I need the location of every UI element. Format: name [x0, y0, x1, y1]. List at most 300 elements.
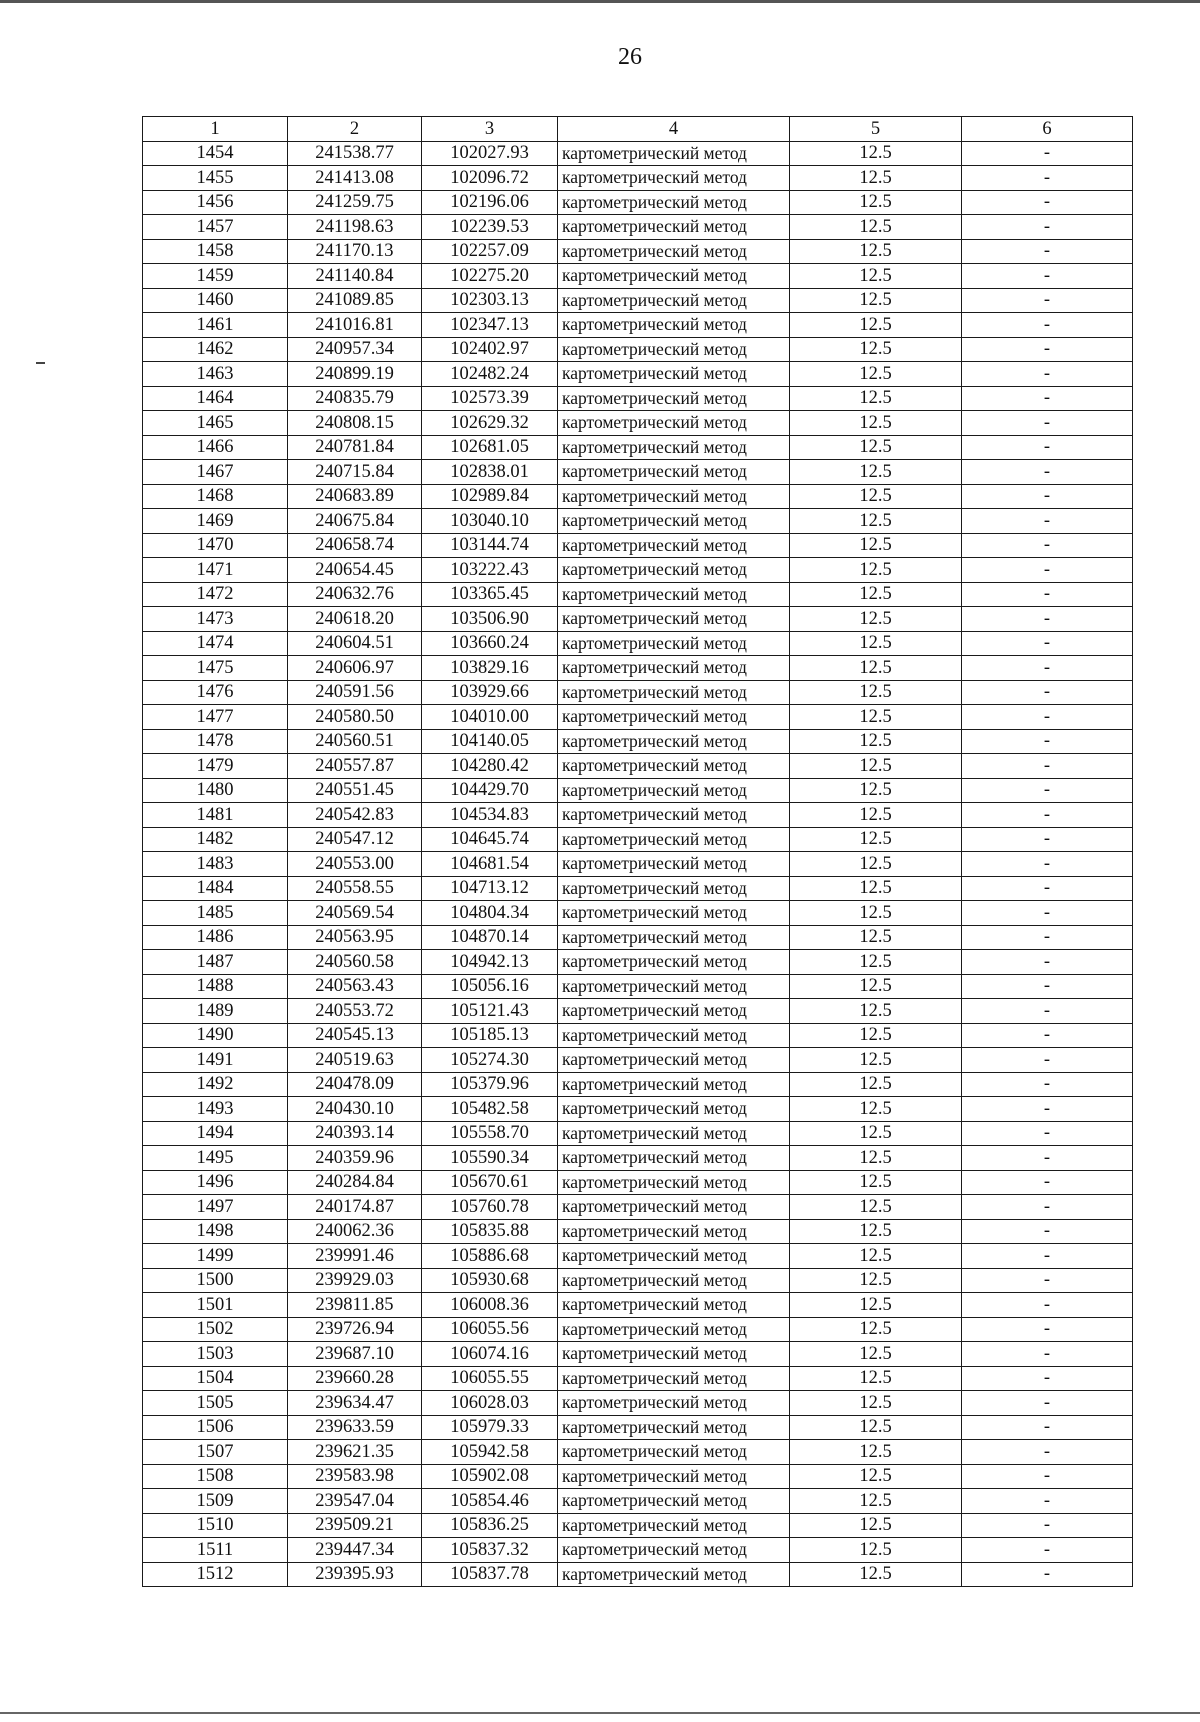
description-cell: -	[962, 754, 1133, 779]
x-coordinate-cell: 241140.84	[288, 264, 422, 289]
point-number-cell: 1512	[143, 1562, 288, 1587]
y-coordinate-cell: 103144.74	[422, 533, 558, 558]
method-cell: картометрический метод	[558, 999, 790, 1024]
table-row	[143, 778, 1133, 803]
y-coordinate-cell: 105886.68	[422, 1244, 558, 1269]
x-coordinate-cell: 241170.13	[288, 239, 422, 264]
point-number-cell: 1478	[143, 729, 288, 754]
point-number-cell: 1506	[143, 1415, 288, 1440]
table-row	[143, 901, 1133, 926]
description-cell: -	[962, 1072, 1133, 1097]
point-number-cell: 1472	[143, 582, 288, 607]
point-number-cell: 1510	[143, 1513, 288, 1538]
description-cell: -	[962, 1023, 1133, 1048]
point-number-cell: 1494	[143, 1121, 288, 1146]
accuracy-cell: 12.5	[790, 1097, 962, 1122]
point-number-cell: 1480	[143, 778, 288, 803]
y-coordinate-cell: 105854.46	[422, 1489, 558, 1514]
method-cell: картометрический метод	[558, 901, 790, 926]
y-coordinate-cell: 105942.58	[422, 1440, 558, 1465]
method-cell: картометрический метод	[558, 386, 790, 411]
table-row	[143, 1415, 1133, 1440]
point-number-cell: 1503	[143, 1342, 288, 1367]
x-coordinate-cell: 241259.75	[288, 190, 422, 215]
y-coordinate-cell: 105482.58	[422, 1097, 558, 1122]
method-cell: картометрический метод	[558, 803, 790, 828]
x-coordinate-cell: 240591.56	[288, 680, 422, 705]
table-row	[143, 631, 1133, 656]
point-number-cell: 1465	[143, 411, 288, 436]
x-coordinate-cell: 240545.13	[288, 1023, 422, 1048]
accuracy-cell: 12.5	[790, 876, 962, 901]
point-number-cell: 1474	[143, 631, 288, 656]
x-coordinate-cell: 240569.54	[288, 901, 422, 926]
y-coordinate-cell: 106055.55	[422, 1366, 558, 1391]
point-number-cell: 1491	[143, 1048, 288, 1073]
table-row	[143, 582, 1133, 607]
description-cell: -	[962, 435, 1133, 460]
table-row	[143, 141, 1133, 166]
description-cell: -	[962, 1513, 1133, 1538]
y-coordinate-cell: 104280.42	[422, 754, 558, 779]
y-coordinate-cell: 105121.43	[422, 999, 558, 1024]
x-coordinate-cell: 240580.50	[288, 705, 422, 730]
method-cell: картометрический метод	[558, 1244, 790, 1269]
y-coordinate-cell: 105185.13	[422, 1023, 558, 1048]
description-cell: -	[962, 1562, 1133, 1587]
method-cell: картометрический метод	[558, 1121, 790, 1146]
point-number-cell: 1498	[143, 1219, 288, 1244]
point-number-cell: 1461	[143, 313, 288, 338]
method-cell: картометрический метод	[558, 362, 790, 387]
x-coordinate-cell: 241538.77	[288, 141, 422, 166]
description-cell: -	[962, 1097, 1133, 1122]
page-number: 26	[618, 44, 642, 70]
margin-mark	[36, 362, 45, 364]
accuracy-cell: 12.5	[790, 533, 962, 558]
method-cell: картометрический метод	[558, 166, 790, 191]
x-coordinate-cell: 240560.51	[288, 729, 422, 754]
table-row	[143, 1440, 1133, 1465]
table-row	[143, 1562, 1133, 1587]
method-cell: картометрический метод	[558, 827, 790, 852]
y-coordinate-cell: 104804.34	[422, 901, 558, 926]
description-cell: -	[962, 729, 1133, 754]
description-cell: -	[962, 925, 1133, 950]
table-row	[143, 215, 1133, 240]
description-cell: -	[962, 1489, 1133, 1514]
table-row	[143, 852, 1133, 877]
point-number-cell: 1459	[143, 264, 288, 289]
y-coordinate-cell: 105760.78	[422, 1195, 558, 1220]
x-coordinate-cell: 240604.51	[288, 631, 422, 656]
point-number-cell: 1493	[143, 1097, 288, 1122]
x-coordinate-cell: 240519.63	[288, 1048, 422, 1073]
description-cell: -	[962, 974, 1133, 999]
accuracy-cell: 12.5	[790, 1072, 962, 1097]
description-cell: -	[962, 386, 1133, 411]
table-row	[143, 166, 1133, 191]
table-row	[143, 1513, 1133, 1538]
method-cell: картометрический метод	[558, 631, 790, 656]
point-number-cell: 1499	[143, 1244, 288, 1269]
description-cell: -	[962, 337, 1133, 362]
point-number-cell: 1458	[143, 239, 288, 264]
method-cell: картометрический метод	[558, 460, 790, 485]
description-cell: -	[962, 239, 1133, 264]
table-row	[143, 239, 1133, 264]
x-coordinate-cell: 240658.74	[288, 533, 422, 558]
accuracy-cell: 12.5	[790, 1562, 962, 1587]
point-number-cell: 1500	[143, 1268, 288, 1293]
accuracy-cell: 12.5	[790, 239, 962, 264]
point-number-cell: 1501	[143, 1293, 288, 1318]
method-cell: картометрический метод	[558, 974, 790, 999]
x-coordinate-cell: 240478.09	[288, 1072, 422, 1097]
table-row	[143, 435, 1133, 460]
y-coordinate-cell: 103365.45	[422, 582, 558, 607]
point-number-cell: 1489	[143, 999, 288, 1024]
accuracy-cell: 12.5	[790, 190, 962, 215]
accuracy-cell: 12.5	[790, 1440, 962, 1465]
y-coordinate-cell: 103660.24	[422, 631, 558, 656]
y-coordinate-cell: 103506.90	[422, 607, 558, 632]
accuracy-cell: 12.5	[790, 337, 962, 362]
method-cell: картометрический метод	[558, 411, 790, 436]
table-row	[143, 656, 1133, 681]
table-row	[143, 509, 1133, 534]
point-number-cell: 1460	[143, 288, 288, 313]
description-cell: -	[962, 533, 1133, 558]
y-coordinate-cell: 102027.93	[422, 141, 558, 166]
accuracy-cell: 12.5	[790, 974, 962, 999]
point-number-cell: 1502	[143, 1317, 288, 1342]
description-cell: -	[962, 1293, 1133, 1318]
method-cell: картометрический метод	[558, 1513, 790, 1538]
x-coordinate-cell: 240808.15	[288, 411, 422, 436]
y-coordinate-cell: 104713.12	[422, 876, 558, 901]
x-coordinate-cell: 240174.87	[288, 1195, 422, 1220]
point-number-cell: 1456	[143, 190, 288, 215]
x-coordinate-cell: 239583.98	[288, 1464, 422, 1489]
table-row	[143, 362, 1133, 387]
accuracy-cell: 12.5	[790, 1146, 962, 1171]
y-coordinate-cell: 104534.83	[422, 803, 558, 828]
method-cell: картометрический метод	[558, 778, 790, 803]
y-coordinate-cell: 103040.10	[422, 509, 558, 534]
x-coordinate-cell: 239660.28	[288, 1366, 422, 1391]
description-cell: -	[962, 950, 1133, 975]
method-cell: картометрический метод	[558, 1440, 790, 1465]
point-number-cell: 1495	[143, 1146, 288, 1171]
method-cell: картометрический метод	[558, 1048, 790, 1073]
point-number-cell: 1487	[143, 950, 288, 975]
table-row	[143, 460, 1133, 485]
table-row	[143, 386, 1133, 411]
point-number-cell: 1466	[143, 435, 288, 460]
point-number-cell: 1479	[143, 754, 288, 779]
method-cell: картометрический метод	[558, 1317, 790, 1342]
x-coordinate-cell: 241198.63	[288, 215, 422, 240]
table-row	[143, 974, 1133, 999]
method-cell: картометрический метод	[558, 1097, 790, 1122]
description-cell: -	[962, 1415, 1133, 1440]
description-cell: -	[962, 827, 1133, 852]
x-coordinate-cell: 240553.00	[288, 852, 422, 877]
x-coordinate-cell: 240618.20	[288, 607, 422, 632]
table-row	[143, 1195, 1133, 1220]
x-coordinate-cell: 240359.96	[288, 1146, 422, 1171]
description-cell: -	[962, 190, 1133, 215]
description-cell: -	[962, 852, 1133, 877]
y-coordinate-cell: 102402.97	[422, 337, 558, 362]
description-cell: -	[962, 166, 1133, 191]
header-cell-3: 3	[422, 117, 558, 142]
accuracy-cell: 12.5	[790, 1268, 962, 1293]
table-header-row	[143, 117, 1133, 142]
accuracy-cell: 12.5	[790, 1317, 962, 1342]
y-coordinate-cell: 106008.36	[422, 1293, 558, 1318]
page-top-edge	[0, 0, 1200, 3]
table-row	[143, 1097, 1133, 1122]
method-cell: картометрический метод	[558, 582, 790, 607]
point-number-cell: 1481	[143, 803, 288, 828]
accuracy-cell: 12.5	[790, 1464, 962, 1489]
accuracy-cell: 12.5	[790, 1121, 962, 1146]
x-coordinate-cell: 240683.89	[288, 484, 422, 509]
x-coordinate-cell: 240553.72	[288, 999, 422, 1024]
x-coordinate-cell: 241016.81	[288, 313, 422, 338]
method-cell: картометрический метод	[558, 656, 790, 681]
method-cell: картометрический метод	[558, 1219, 790, 1244]
accuracy-cell: 12.5	[790, 803, 962, 828]
y-coordinate-cell: 104942.13	[422, 950, 558, 975]
method-cell: картометрический метод	[558, 1195, 790, 1220]
y-coordinate-cell: 104645.74	[422, 827, 558, 852]
accuracy-cell: 12.5	[790, 778, 962, 803]
y-coordinate-cell: 106055.56	[422, 1317, 558, 1342]
description-cell: -	[962, 999, 1133, 1024]
table-row	[143, 1489, 1133, 1514]
y-coordinate-cell: 105056.16	[422, 974, 558, 999]
x-coordinate-cell: 240632.76	[288, 582, 422, 607]
y-coordinate-cell: 102482.24	[422, 362, 558, 387]
description-cell: -	[962, 1342, 1133, 1367]
point-number-cell: 1468	[143, 484, 288, 509]
method-cell: картометрический метод	[558, 288, 790, 313]
method-cell: картометрический метод	[558, 1464, 790, 1489]
method-cell: картометрический метод	[558, 215, 790, 240]
accuracy-cell: 12.5	[790, 631, 962, 656]
y-coordinate-cell: 105979.33	[422, 1415, 558, 1440]
table-row	[143, 1072, 1133, 1097]
y-coordinate-cell: 105930.68	[422, 1268, 558, 1293]
x-coordinate-cell: 239395.93	[288, 1562, 422, 1587]
y-coordinate-cell: 105836.25	[422, 1513, 558, 1538]
description-cell: -	[962, 288, 1133, 313]
x-coordinate-cell: 239726.94	[288, 1317, 422, 1342]
accuracy-cell: 12.5	[790, 362, 962, 387]
method-cell: картометрический метод	[558, 484, 790, 509]
method-cell: картометрический метод	[558, 190, 790, 215]
description-cell: -	[962, 460, 1133, 485]
method-cell: картометрический метод	[558, 1170, 790, 1195]
accuracy-cell: 12.5	[790, 215, 962, 240]
method-cell: картометрический метод	[558, 313, 790, 338]
point-number-cell: 1457	[143, 215, 288, 240]
header-cell-4: 4	[558, 117, 790, 142]
method-cell: картометрический метод	[558, 239, 790, 264]
y-coordinate-cell: 104870.14	[422, 925, 558, 950]
y-coordinate-cell: 105558.70	[422, 1121, 558, 1146]
x-coordinate-cell: 239929.03	[288, 1268, 422, 1293]
point-number-cell: 1475	[143, 656, 288, 681]
table-row	[143, 1244, 1133, 1269]
description-cell: -	[962, 509, 1133, 534]
method-cell: картометрический метод	[558, 141, 790, 166]
header-cell-1: 1	[143, 117, 288, 142]
table-row	[143, 288, 1133, 313]
y-coordinate-cell: 105837.78	[422, 1562, 558, 1587]
x-coordinate-cell: 240715.84	[288, 460, 422, 485]
y-coordinate-cell: 102989.84	[422, 484, 558, 509]
x-coordinate-cell: 239811.85	[288, 1293, 422, 1318]
method-cell: картометрический метод	[558, 950, 790, 975]
x-coordinate-cell: 240542.83	[288, 803, 422, 828]
method-cell: картометрический метод	[558, 1562, 790, 1587]
method-cell: картометрический метод	[558, 1293, 790, 1318]
x-coordinate-cell: 239687.10	[288, 1342, 422, 1367]
accuracy-cell: 12.5	[790, 1219, 962, 1244]
table-row	[143, 607, 1133, 632]
point-number-cell: 1477	[143, 705, 288, 730]
table-row	[143, 925, 1133, 950]
header-cell-2: 2	[288, 117, 422, 142]
point-number-cell: 1484	[143, 876, 288, 901]
y-coordinate-cell: 103929.66	[422, 680, 558, 705]
accuracy-cell: 12.5	[790, 607, 962, 632]
table-row	[143, 999, 1133, 1024]
table-row	[143, 680, 1133, 705]
x-coordinate-cell: 240551.45	[288, 778, 422, 803]
point-number-cell: 1483	[143, 852, 288, 877]
description-cell: -	[962, 607, 1133, 632]
table-row	[143, 1391, 1133, 1416]
point-number-cell: 1473	[143, 607, 288, 632]
accuracy-cell: 12.5	[790, 827, 962, 852]
x-coordinate-cell: 240563.43	[288, 974, 422, 999]
header-cell-5: 5	[790, 117, 962, 142]
accuracy-cell: 12.5	[790, 460, 962, 485]
x-coordinate-cell: 239634.47	[288, 1391, 422, 1416]
method-cell: картометрический метод	[558, 1342, 790, 1367]
x-coordinate-cell: 240654.45	[288, 558, 422, 583]
y-coordinate-cell: 104010.00	[422, 705, 558, 730]
point-number-cell: 1467	[143, 460, 288, 485]
method-cell: картометрический метод	[558, 337, 790, 362]
method-cell: картометрический метод	[558, 1489, 790, 1514]
description-cell: -	[962, 362, 1133, 387]
description-cell: -	[962, 901, 1133, 926]
accuracy-cell: 12.5	[790, 1342, 962, 1367]
point-number-cell: 1464	[143, 386, 288, 411]
accuracy-cell: 12.5	[790, 288, 962, 313]
y-coordinate-cell: 105274.30	[422, 1048, 558, 1073]
x-coordinate-cell: 240560.58	[288, 950, 422, 975]
header-cell-6: 6	[962, 117, 1133, 142]
accuracy-cell: 12.5	[790, 1195, 962, 1220]
table-row	[143, 950, 1133, 975]
y-coordinate-cell: 102838.01	[422, 460, 558, 485]
point-number-cell: 1471	[143, 558, 288, 583]
description-cell: -	[962, 1538, 1133, 1563]
point-number-cell: 1476	[143, 680, 288, 705]
point-number-cell: 1496	[143, 1170, 288, 1195]
table-row	[143, 533, 1133, 558]
point-number-cell: 1511	[143, 1538, 288, 1563]
description-cell: -	[962, 313, 1133, 338]
x-coordinate-cell: 241413.08	[288, 166, 422, 191]
accuracy-cell: 12.5	[790, 999, 962, 1024]
x-coordinate-cell: 240835.79	[288, 386, 422, 411]
accuracy-cell: 12.5	[790, 754, 962, 779]
y-coordinate-cell: 102573.39	[422, 386, 558, 411]
table-row	[143, 827, 1133, 852]
method-cell: картометрический метод	[558, 435, 790, 460]
x-coordinate-cell: 240558.55	[288, 876, 422, 901]
description-cell: -	[962, 1391, 1133, 1416]
description-cell: -	[962, 705, 1133, 730]
table-row	[143, 558, 1133, 583]
method-cell: картометрический метод	[558, 729, 790, 754]
description-cell: -	[962, 141, 1133, 166]
accuracy-cell: 12.5	[790, 386, 962, 411]
accuracy-cell: 12.5	[790, 435, 962, 460]
accuracy-cell: 12.5	[790, 1244, 962, 1269]
table-body	[143, 141, 1133, 1587]
table-row	[143, 1464, 1133, 1489]
table-row	[143, 1146, 1133, 1171]
table-row	[143, 484, 1133, 509]
accuracy-cell: 12.5	[790, 1048, 962, 1073]
table-row	[143, 729, 1133, 754]
y-coordinate-cell: 105670.61	[422, 1170, 558, 1195]
accuracy-cell: 12.5	[790, 901, 962, 926]
accuracy-cell: 12.5	[790, 680, 962, 705]
description-cell: -	[962, 558, 1133, 583]
x-coordinate-cell: 240284.84	[288, 1170, 422, 1195]
y-coordinate-cell: 102275.20	[422, 264, 558, 289]
table-row	[143, 1219, 1133, 1244]
method-cell: картометрический метод	[558, 1391, 790, 1416]
accuracy-cell: 12.5	[790, 141, 962, 166]
accuracy-cell: 12.5	[790, 1513, 962, 1538]
table-row	[143, 754, 1133, 779]
accuracy-cell: 12.5	[790, 166, 962, 191]
point-number-cell: 1505	[143, 1391, 288, 1416]
x-coordinate-cell: 240606.97	[288, 656, 422, 681]
table-row	[143, 1317, 1133, 1342]
x-coordinate-cell: 239447.34	[288, 1538, 422, 1563]
y-coordinate-cell: 105837.32	[422, 1538, 558, 1563]
y-coordinate-cell: 103829.16	[422, 656, 558, 681]
description-cell: -	[962, 1219, 1133, 1244]
x-coordinate-cell: 241089.85	[288, 288, 422, 313]
point-number-cell: 1492	[143, 1072, 288, 1097]
point-number-cell: 1486	[143, 925, 288, 950]
x-coordinate-cell: 240430.10	[288, 1097, 422, 1122]
method-cell: картометрический метод	[558, 754, 790, 779]
